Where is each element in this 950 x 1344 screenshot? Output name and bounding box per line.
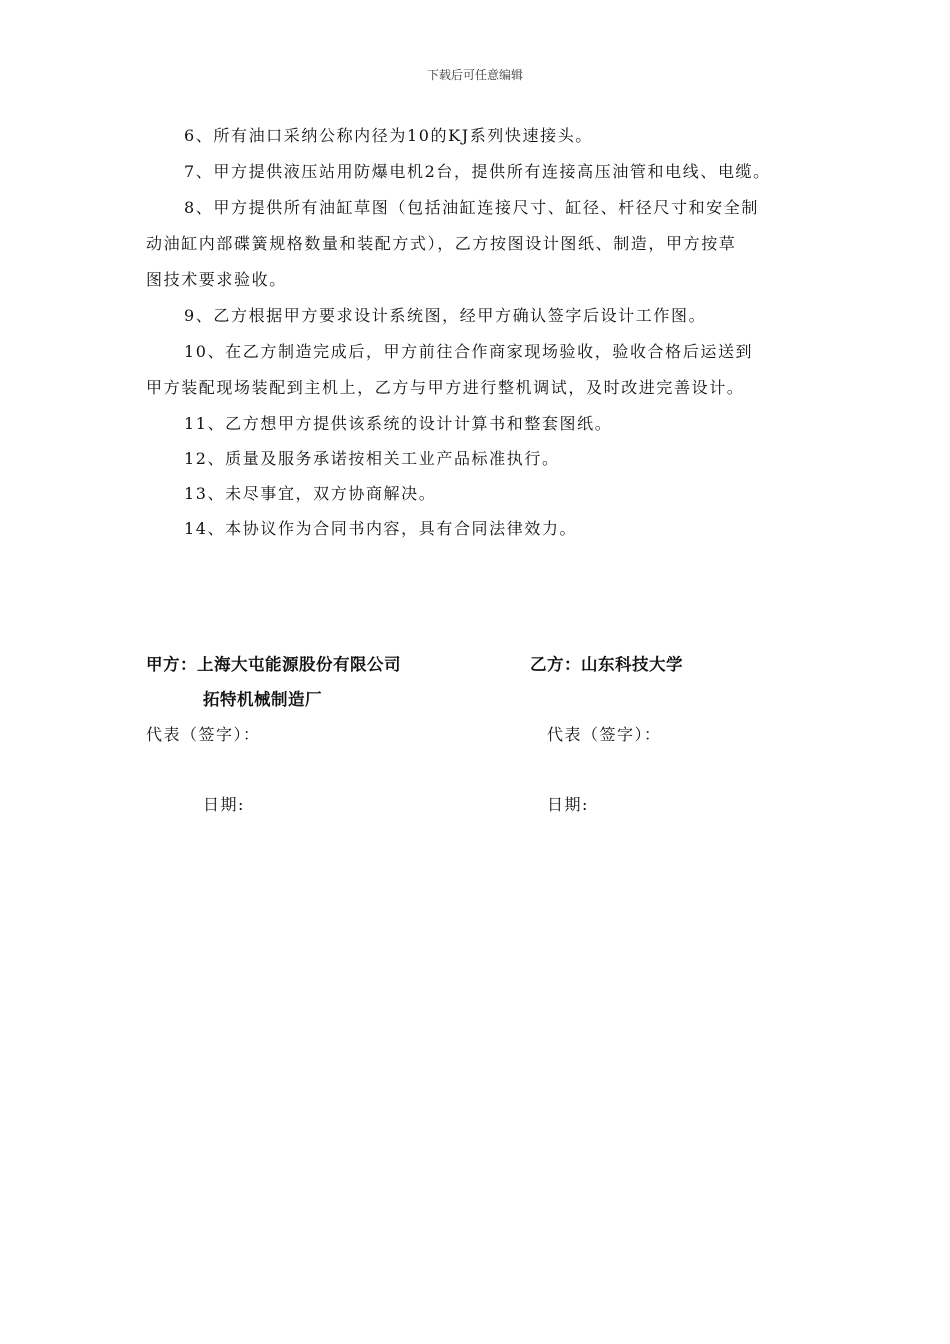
party-a-representative-label: 代表（签字）： [146, 725, 261, 744]
clause-7 [146, 154, 826, 190]
clause-8 [146, 190, 826, 298]
clause-6-line-1: 6、所有油口采纳公称内径为10的KJ系列快速接头。 [184, 126, 593, 145]
clause-8-line-3: 图技术要求验收。 [146, 270, 287, 289]
party-a-name-line-2: 拓特机械制造厂 [203, 690, 322, 709]
clause-13-line-1: 13、未尽事宜，双方协商解决。 [184, 484, 437, 503]
page-header: 下载后可任意编辑 [426, 68, 523, 82]
clause-10 [146, 334, 826, 406]
clause-8-line-2: 动油缸内部碟簧规格数量和装配方式），乙方按图设计图纸、制造，甲方按草 [146, 234, 737, 253]
clause-11-line-1: 11、乙方想甲方提供该系统的设计计算书和整套图纸。 [184, 414, 613, 433]
party-a-date-label: 日期: [203, 795, 245, 814]
party-b-representative-label: 代表（签字）： [547, 725, 662, 744]
party-a-name: 甲方：上海大屯能源股份有限公司 [146, 655, 401, 674]
clause-12 [146, 441, 826, 477]
clause-7-line-1: 7、甲方提供液压站用防爆电机2台，提供所有连接高压油管和电线、电缆。 [184, 162, 771, 181]
clause-9 [146, 298, 826, 334]
clause-14 [146, 511, 826, 547]
clause-11 [146, 406, 826, 442]
clause-12-line-1: 12、质量及服务承诺按相关工业产品标准执行。 [184, 449, 560, 468]
clause-13 [146, 476, 826, 512]
clause-6 [146, 118, 826, 154]
clause-8-line-1: 8、甲方提供所有油缸草图（包括油缸连接尺寸、缸径、杆径尺寸和安全制 [184, 198, 759, 217]
clause-10-line-1: 10、在乙方制造完成后，甲方前往合作商家现场验收，验收合格后运送到 [184, 342, 754, 361]
clause-14-line-1: 14、本协议作为合同书内容，具有合同法律效力。 [184, 519, 578, 538]
clause-9-line-1: 9、乙方根据甲方要求设计系统图，经甲方确认签字后设计工作图。 [184, 306, 707, 325]
clause-10-line-2: 甲方装配现场装配到主机上，乙方与甲方进行整机调试，及时改进完善设计。 [146, 378, 745, 397]
party-b-date-label: 日期: [547, 795, 589, 814]
party-b-name: 乙方：山东科技大学 [530, 655, 683, 674]
